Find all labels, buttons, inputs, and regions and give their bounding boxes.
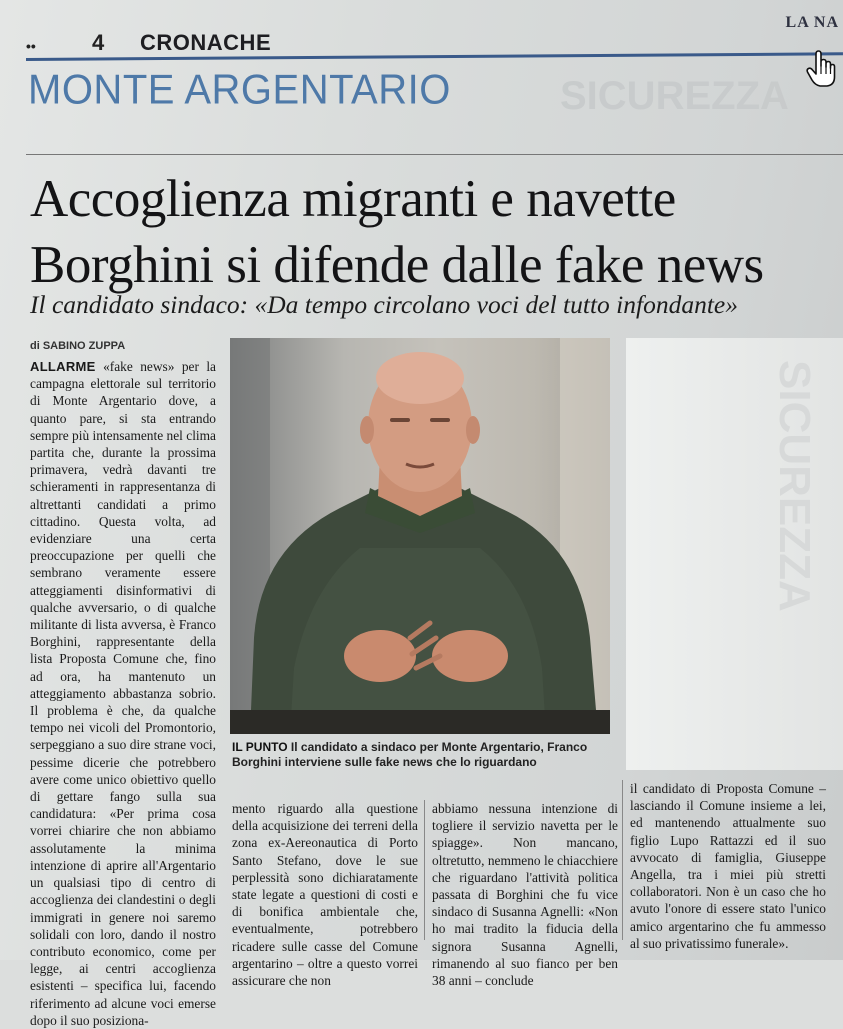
hand-cursor-icon[interactable]	[806, 50, 836, 88]
section-title: CRONACHE	[140, 30, 272, 55]
headline-line-1: Accoglienza migranti e navette	[30, 170, 676, 228]
article-column-2: mento riguardo alla questione della acquisizione dei terreni della zona ex-Aereonautica di Porto Santo Stefano, dove le sue perplessità sono dichiaratamente state legate a questioni di costi e di bonifica ambientale che, eventualmente, potrebbero ricadere sulle casse del Comune argentarino – oltre a questo vorrei assicurare che non	[232, 801, 418, 989]
caption-lead: IL PUNTO	[232, 740, 288, 754]
column-rule	[622, 780, 623, 940]
subheadline: Il candidato sindaco: «Da tempo circolano voci del tutto infondante»	[30, 290, 738, 319]
location-title: MONTE ARGENTARIO	[28, 66, 451, 114]
headline-line-2: Borghini si difende dalle fake news	[30, 236, 764, 294]
header-dots: ••	[26, 38, 36, 54]
byline: di SABINO ZUPPA	[30, 340, 126, 352]
article-column-1	[30, 358, 216, 1029]
lead-word: ALLARME	[30, 359, 96, 374]
article-column-4: il candidato di Proposta Comune – lasciando il Comune insieme a lei, ed mantenendo attualmente suo figlio Lupo Rattazzi ed il suo avvocato di famiglia, Giuseppe Angella, tra i miei più stretti collaboratori. Non è un caso che ho avuto l'onore di essere stato l'unico amico argentarino che fu ammesso al suo privatissimo funerale».	[630, 781, 826, 951]
caption-text: Il candidato a sindaco per Monte Argentario, Franco Borghini interviene sulle fake news che lo riguardano	[232, 740, 588, 769]
paper-name: LA NA	[785, 14, 839, 31]
article-column-3: abbiamo nessuna intenzione di togliere il servizio navetta per le spiagge». Non mancano, oltretutto, nemmeno le chiacchiere che riguardano l'attività politica passata di Borghini che fu vice sindaco di Susanna Agnelli: «Non ho mai tradito la fiducia della signora Susanna Agnelli, rimanendo al suo fianco per ben 38 anni – conclude	[432, 801, 618, 989]
headline-top-rule	[26, 154, 843, 155]
article-photo	[230, 338, 610, 734]
ghost-side-text: SICUREZZA	[770, 360, 819, 612]
column-1-text: «fake news» per la campagna elettorale sul territorio di Monte Argentario dove, a quanto pare, si sta entrando sempre più intensamente nel clima partita che, durante la prossima primavera, vedrà davanti tre schieramenti in rappresentanza di altrettanti candidati a primo cittadino. Questa volta, ad evidenziare una certa preoccupazione per quelli che sembrano veramente essere atteggiamenti disinformativi di qualche avversario, o di qualche militante di lista avversa, è Franco Borghini, rappresentante della lista Proposta Comune che, fino ad ora, ha mantenuto un atteggiamento abbastanza sobrio. Il problema è che, da qualche tempo nei vicoli del Promontorio, serpeggiano a suo dire strane voci, pessime dicerie che potrebbero avere come unico obiettivo quello di gettare fango sulla sua candidatura: «Per prima cosa vorrei chiarire che non abbiamo assolutamente la minima intenzione di aprire all'Argentario un qualsiasi tipo di centro di accoglienza dei clandestini o degli immigrati in genere noi saremo solidali con loro, dando il nostro contributo economico, come per legge, ai centri accoglienza esistenti – specifica lui, facendo riferimento ad alcune voci emerse dopo il suo posiziona-	[30, 359, 216, 1028]
ghost-show-through: SICUREZZA	[560, 74, 789, 118]
column-rule	[424, 800, 425, 940]
headline	[30, 166, 830, 298]
page-number: 4	[92, 30, 105, 55]
photo-caption	[232, 740, 612, 770]
portrait-illustration	[230, 338, 610, 734]
